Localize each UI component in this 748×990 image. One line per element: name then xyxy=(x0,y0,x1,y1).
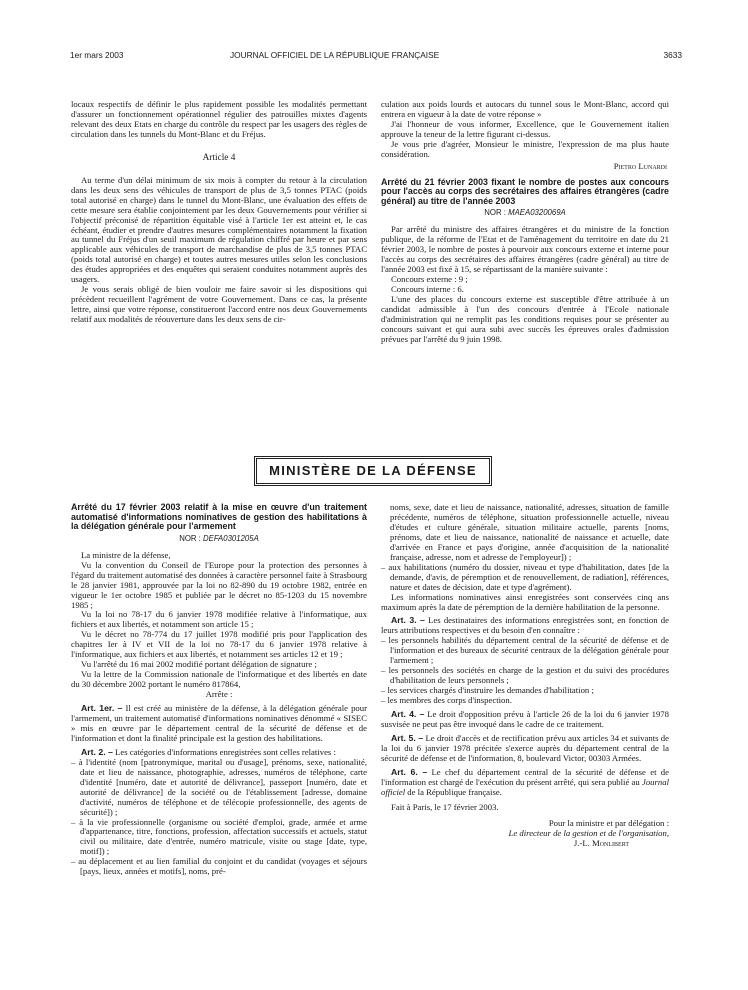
article-label: Art. 1er. – xyxy=(81,703,123,714)
header-date: 1er mars 2003 xyxy=(70,50,124,60)
article-label: Art. 4. – xyxy=(391,709,425,720)
nor-label: NOR : xyxy=(179,533,201,543)
article-5 xyxy=(381,734,669,764)
paragraph: Concours externe : 9 ; xyxy=(391,274,468,285)
bottom-right-column xyxy=(381,503,669,849)
delegation-line: Pour la ministre et par délégation : xyxy=(548,817,669,828)
paragraph: Concours interne : 6. xyxy=(391,284,464,295)
paragraph: Par arrêté du ministre des affaires étrangères et du ministre de la fonction publique, de la réforme de l'Etat et de l'aménagement du territoire en date du 21 février 2003, le nombre de postes à pourvoir aux concours externe et interne pour l'accès au corps des secrétaires des affaires étrangères (cadre général) au titre de l'année 2003 est fixé à 15, se répartissant de la manière suivante : xyxy=(381,224,669,275)
article-3 xyxy=(381,616,669,636)
list-item: – les personnels habilités du département central de la sécurité de défense et de l'information et des bureaux de sécurité centraux de la délégation générale pour l'armement ; xyxy=(381,635,669,666)
article-label: Art. 6. – xyxy=(391,766,428,777)
top-left-column xyxy=(71,100,367,325)
article-label: Art. 2. – xyxy=(81,746,113,757)
bottom-left-column xyxy=(71,503,367,877)
list-item: – les personnels des sociétés en charge de la gestion et du suivi des procédures d'habilitation de leurs personnels ; xyxy=(381,665,669,686)
paragraph: Vu le décret no 78-774 du 17 juillet 1978 modifié pris pour l'application des chapitres Ier à IV et VII de la loi no 78-17 du 6 janvier 1978 relative à l'informatique, aux fichiers et aux libertés, et notamment ses articles 12 et 19 ; xyxy=(71,629,367,660)
paragraph: culation aux poids lourds et autocars du tunnel sous le Mont-Blanc, accord qui entrera en vigueur à la date de votre réponse » xyxy=(381,99,669,119)
article-text: Le droit d'opposition prévu à l'article 26 de la loi du 6 janvier 1978 susvisée ne peut pas être invoqué dans le cadre de ce traitement. xyxy=(381,709,669,730)
list-item: – les membres des corps d'inspection. xyxy=(381,695,512,706)
article-heading: Article 4 xyxy=(202,152,236,163)
header-page-number: 3633 xyxy=(663,50,682,60)
page-header xyxy=(70,50,688,66)
top-right-column xyxy=(381,100,669,345)
paragraph: Au terme d'un délai minimum de six mois à compter du retour à la circulation dans les deux sens des véhicules de transport de plus de 3,5 tonnes PTAC (poids total autorisé en charge) dans le tunnel du Mont-Blanc, une évaluation des effets de cette mesure sera établie conjointement par les deux Gouvernements pour vérifier si l'objectif préconisé de répartition équitable visé à l'article 1er est atteint et, le cas échéant, étudier et prendre d'autres mesures complémentaires notamment la fixation au tunnel du Fréjus d'un seuil maximum de régulation chiffré par heure et par sens applicable aux véhicules de transport de marchandise de plus de 3,5 tonnes PTAC (poids total autorisé en charge) et toutes autres mesures utiles selon les conclusions des études appropriées et des enquêtes qui seraient conduites notamment auprès des usagers. xyxy=(71,174,367,285)
decree-title: Arrêté du 21 février 2003 fixant le nombre de postes aux concours pour l'accès au corps des secrétaires des affaires étrangères (cadre général) au titre de l'année 2003 xyxy=(381,176,669,206)
article-text: Le droit d'accès et de rectification prévu aux articles 34 et suivants de la loi du 6 janvier 1978 précitée s'exerce auprès du département central de la sécurité de défense et de l'information, 8, boulevard Victor, 00303 Armées. xyxy=(381,732,670,763)
list-item: – aux habilitations (numéro du dossier, niveau et type d'habilitation, dates [de la demande, d'avis, de péremption et de renouvellement, de radiation], références, nature et dates de décision, date et type d'agrément). xyxy=(381,561,669,592)
nor-code: MAEA0320069A xyxy=(508,208,566,218)
paragraph: Je vous serais obligé de bien vouloir me faire savoir si les dispositions qui précèdent recueillent l'agrément de votre Gouvernement. Dans ce cas, la présente lettre, ainsi que votre réponse, constitueront l'accord entre nos deux Gouvernements relatif aux modalités de réouverture dans les deux sens de cir- xyxy=(71,284,367,325)
signatory: J.-L. Monlibert xyxy=(573,837,629,848)
article-text: Les destinataires des informations enregistrées sont, en fonction de leurs attributions respectives et du besoin d'en connaître : xyxy=(381,615,670,636)
paragraph: Vu la lettre de la Commission nationale de l'informatique et des libertés en date du 30 décembre 2002 portant le numéro 817864, xyxy=(71,669,367,690)
paragraph: L'une des places du concours externe est susceptible d'être attribuée à un candidat admissible à l'un des concours d'entrée à l'Ecole nationale d'administration qui ne remplit pas les conditions requises pour se présenter au concours suivant et qui aura subi avec succès les épreuves orales d'admission prévues par l'arrêté du 9 juin 1998. xyxy=(381,294,669,344)
paragraph: noms, sexe, date et lieu de naissance, nationalité, adresses, situation de famille précédente, numéros de téléphone, situation professionnelle actuelle, niveau d'études et culture générale, situation militaire actuelle, parents [noms, prénoms, date et lieu de naissance, nationalité de naissance et actuelle, date d'arrivée en France et pays d'origine, année d'acquisition de la nationalité française, adresse, nom et adresse de l'employeur]) ; xyxy=(390,502,669,562)
nor-code: DEFA0301205A xyxy=(203,533,259,543)
article-4 xyxy=(381,710,669,730)
ministry-heading: MINISTÈRE DE LA DÉFENSE xyxy=(254,456,492,486)
decree-title: Arrêté du 17 février 2003 relatif à la mise en œuvre d'un traitement automatisé d'informations nominatives de gestion des habilitations à la délégation générale pour l'armement xyxy=(71,502,367,532)
journal-name: Journal officiel xyxy=(381,776,669,797)
paragraph: Arrête : xyxy=(205,689,233,700)
header-journal-title: JOURNAL OFFICIEL DE LA RÉPUBLIQUE FRANÇAISE xyxy=(230,50,440,60)
article-text: de la République française. xyxy=(407,786,502,797)
article-1 xyxy=(71,704,367,744)
paragraph: locaux respectifs de définir le plus rapidement possible les modalités permettant d'assurer un fonctionnement opérationnel régulier des patrouilles mixtes d'agents relevant des deux Etats en charge du contrôle du respect par les usagers des règles de circulation dans les tunnels du Mont-Blanc et du Fréjus. xyxy=(71,99,367,139)
nor-reference xyxy=(381,208,669,218)
paragraph: Les informations nominatives ainsi enregistrées sont conservées cinq ans maximum après la date de péremption de la dernière habilitation de la personne. xyxy=(381,591,669,612)
director-title-text: Le directeur de la gestion et de l'organisation, xyxy=(508,827,669,838)
article-6 xyxy=(381,768,669,798)
nor-reference xyxy=(71,534,367,544)
nor-label: NOR : xyxy=(484,208,506,218)
article-text: Il est créé au ministère de la défense, à la délégation générale pour l'armement, un traitement automatisé d'informations nominatives dénommé « SISEC » mis en œuvre par le département central de la sécurité de défense et de l'information et dont la finalité principale est la gestion des habilitations. xyxy=(71,703,367,743)
paragraph: J'ai l'honneur de vous informer, Excellence, que le Gouvernement italien approuve la teneur de la lettre figurant ci-dessus. xyxy=(381,118,669,139)
article-label: Art. 5. – xyxy=(391,732,424,743)
paragraph: Vu l'arrêté du 16 mai 2002 modifié portant délégation de signature ; xyxy=(81,659,317,670)
paragraph: Je vous prie d'agréer, Monsieur le ministre, l'expression de ma plus haute considération. xyxy=(381,138,669,159)
list-item: – à l'identité (nom [patronymique, marital ou d'usage], prénoms, sexe, nationalité, date et lieu de naissance, photographie, adresses, numéros de téléphone, carte d'identité [numéro, date et autorité de délivrance], passeport [numéro, date et autorité de délivrance] de la société ou de l'établissement [adresse, domaine d'activité, numéros de téléphone et de télécopie professionnelle, des agents de sécurité]) ; xyxy=(71,756,367,817)
date-place: Fait à Paris, le 17 février 2003. xyxy=(391,801,499,812)
list-item: – les services chargés d'instruire les demandes d'habilitation ; xyxy=(381,685,594,696)
list-item: – à la vie professionnelle (organisme ou société d'emploi, grade, armée et arme d'appartenance, titre, fonctions, profession, affectation successifs et actuels, statut civil ou militaire, date d'entrée, numéro matricule, visite ou stage [date, type, motif]) ; xyxy=(71,816,367,857)
paragraph: La ministre de la défense, xyxy=(81,549,171,560)
list-item: – au déplacement et au lien familial du conjoint et du candidat (voyages et séjours [pays, lieux, années et motifs], noms, pré- xyxy=(71,856,367,877)
paragraph: Vu la loi no 78-17 du 6 janvier 1978 modifiée relative à l'informatique, aux fichiers et aux libertés, et notamment son article 15 ; xyxy=(71,609,367,630)
paragraph: Vu la convention du Conseil de l'Europe pour la protection des personnes à l'égard du traitement automatisé des données à caractère personnel faite à Strasbourg le 28 janvier 1981, approuvée par la loi no 82-890 du 19 octobre 1982, entrée en vigueur le 1er octobre 1985 et publiée par le décret no 85-1203 du 15 novembre 1985 ; xyxy=(71,559,367,610)
article-text: Le chef du département central de la sécurité de défense et de l'information est chargé de l'exécution du présent arrêté, qui sera publié au xyxy=(381,766,670,787)
signature: Pietro Lunardi xyxy=(613,160,667,171)
article-text: Les catégories d'informations enregistrées sont celles relatives : xyxy=(115,746,336,757)
article-label: Art. 3. – xyxy=(391,615,425,626)
